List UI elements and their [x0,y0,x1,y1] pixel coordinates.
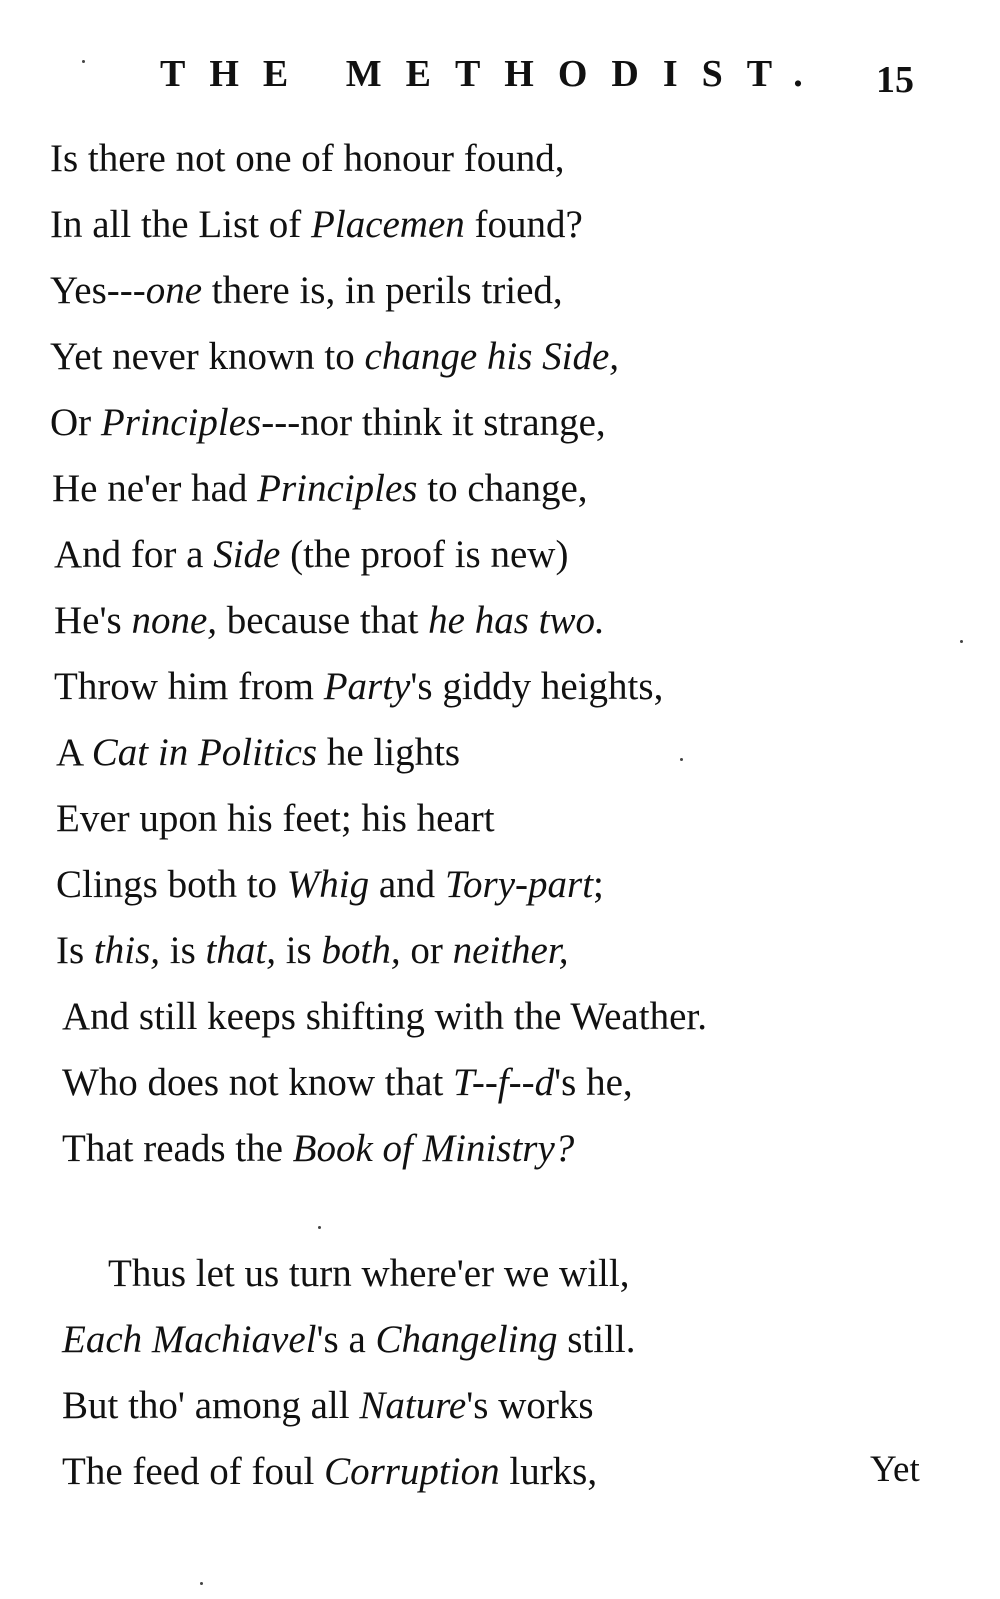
roman-text: And still keeps shifting with the Weather. [62,995,707,1038]
roman-text: (the proof is new) [280,533,569,576]
roman-text: is [275,929,322,972]
roman-text: That reads the [62,1127,293,1170]
italic-text: this, [93,929,161,972]
paper-speck [960,640,963,643]
running-title: THE METHODIST. [160,53,827,95]
roman-text: found? [464,203,583,246]
verse-line [54,531,568,579]
paper-speck [200,1582,203,1585]
verse-line [50,201,583,249]
verse-line [62,1316,636,1364]
italic-text: Cat in Politics [91,731,318,774]
verse-line [56,927,568,975]
roman-text: 's giddy heights, [410,665,664,708]
italic-text: Tory-part [444,863,594,906]
verse-line [108,1250,629,1298]
verse-line [54,663,663,711]
roman-text: and [369,863,445,906]
verse-line [56,795,495,843]
roman-text: But tho' among all [62,1384,360,1427]
italic-text: Nature [359,1384,467,1427]
italic-text: Placemen [311,203,465,246]
roman-text: In all the List of [50,203,312,246]
roman-text: Is [56,929,94,972]
roman-text: lurks, [499,1450,598,1493]
page-number: 15 [876,59,914,101]
roman-text: ---nor think it strange, [261,401,606,444]
roman-text: The feed of foul [62,1450,325,1493]
catchword: Yet [870,1449,920,1490]
roman-text: Throw him from [54,665,324,708]
verse-line [50,333,619,381]
verse-line [62,1382,594,1430]
verse-line [52,465,588,513]
roman-text: there is, in perils tried, [202,269,563,312]
roman-text: Clings both to [56,863,287,906]
roman-text: Is there not one of honour found, [50,137,565,180]
roman-text: ; [593,863,604,906]
roman-text: Ever upon his feet; his heart [56,797,495,840]
italic-text: he has two. [428,599,605,642]
roman-text: A [56,731,92,774]
roman-text: Who does not know that [62,1061,454,1104]
roman-text: Thus let us turn where'er we will, [108,1252,630,1295]
roman-text: Yet never known to [50,335,365,378]
roman-text: or [400,929,453,972]
verse-line [54,597,605,645]
roman-text: He ne'er had [52,467,258,510]
roman-text: Or [50,401,101,444]
roman-text: And for a [54,533,214,576]
verse-line [62,1125,574,1173]
roman-text: still. [557,1318,636,1361]
italic-text: Book of Ministry? [292,1127,575,1170]
italic-text: Principles [100,401,262,444]
verse-line [56,729,460,777]
paper-speck [82,60,85,63]
italic-text: one [145,269,203,312]
italic-text: Changeling [375,1318,558,1361]
roman-text: he lights [317,731,461,774]
verse-line [62,1448,597,1496]
roman-text: He's [54,599,132,642]
italic-text: both, [321,929,401,972]
verse-line [56,861,604,909]
italic-text: Side [213,533,281,576]
italic-text: Party [323,665,411,708]
verse-line [50,267,563,315]
italic-text: Each Machiavel [62,1318,317,1361]
verse-line [62,1059,633,1107]
roman-text: 's a [316,1318,376,1361]
verse-line [62,993,707,1041]
roman-text: 's he, [554,1061,633,1104]
italic-text: Whig [286,863,370,906]
roman-text: is [160,929,206,972]
verse-line [50,135,564,183]
paper-speck [680,758,683,761]
paper-speck [318,1226,321,1229]
italic-text: Corruption [324,1450,500,1493]
roman-text: to change, [417,467,588,510]
verse-line [50,399,606,447]
italic-text: Principles [257,467,418,510]
italic-text: change his Side, [364,335,620,378]
roman-text: Yes--- [50,269,146,312]
italic-text: none, [131,599,217,642]
italic-text: T--f--d [453,1061,555,1104]
italic-text: that, [205,929,276,972]
roman-text: because that [217,599,429,642]
italic-text: neither, [452,929,569,972]
roman-text: 's works [466,1384,594,1427]
